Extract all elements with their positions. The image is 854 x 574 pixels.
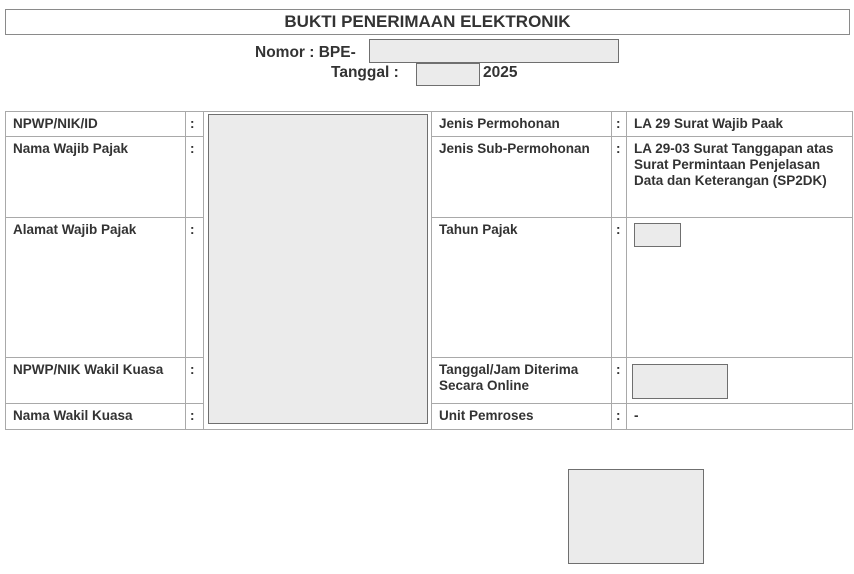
taxpayer-data-redacted [204, 112, 432, 430]
colon: : [612, 217, 627, 357]
jenis-sub-permohonan-value: LA 29-03 Surat Tanggapan atas Surat Permintaan Penjelasan Data dan Keterangan (SP2DK) [627, 137, 853, 218]
unit-pemroses-label: Unit Pemroses [432, 403, 612, 429]
colon: : [186, 403, 204, 429]
tanggal-jam-diterima-label: Tanggal/Jam Diterima Secara Online [432, 357, 612, 403]
tahun-pajak-redacted [634, 223, 681, 247]
nama-wakil-kuasa-label: Nama Wakil Kuasa [6, 403, 186, 429]
redacted-stamp-block [568, 469, 704, 564]
colon: : [186, 357, 204, 403]
colon: : [612, 403, 627, 429]
jenis-permohonan-label: Jenis Permohonan [432, 112, 612, 137]
tahun-pajak-cell [627, 217, 853, 357]
colon: : [612, 137, 627, 218]
nomor-label: Nomor : BPE- [255, 44, 356, 61]
npwp-label: NPWP/NIK/ID [6, 112, 186, 137]
unit-pemroses-value: - [627, 403, 853, 429]
receipt-table [5, 111, 853, 430]
nama-wajib-pajak-label: Nama Wajib Pajak [6, 137, 186, 218]
table-row [6, 112, 853, 137]
tanggal-year: 2025 [483, 64, 518, 81]
colon: : [186, 217, 204, 357]
tanggal-jam-diterima-cell [627, 357, 853, 403]
colon: : [612, 357, 627, 403]
alamat-wajib-pajak-label: Alamat Wajib Pajak [6, 217, 186, 357]
colon: : [186, 137, 204, 218]
jenis-permohonan-value: LA 29 Surat Wajib Paak [627, 112, 853, 137]
tanggal-jam-redacted [632, 364, 728, 399]
tahun-pajak-label: Tahun Pajak [432, 217, 612, 357]
colon: : [612, 112, 627, 137]
document-title: BUKTI PENERIMAAN ELEKTRONIK [5, 9, 850, 35]
tanggal-label: Tanggal : [331, 64, 399, 81]
colon: : [186, 112, 204, 137]
redacted-block [208, 114, 428, 424]
jenis-sub-permohonan-label: Jenis Sub-Permohonan [432, 137, 612, 218]
nomor-redacted-field [369, 39, 619, 63]
npwp-wakil-kuasa-label: NPWP/NIK Wakil Kuasa [6, 357, 186, 403]
tanggal-redacted-field [416, 63, 480, 86]
